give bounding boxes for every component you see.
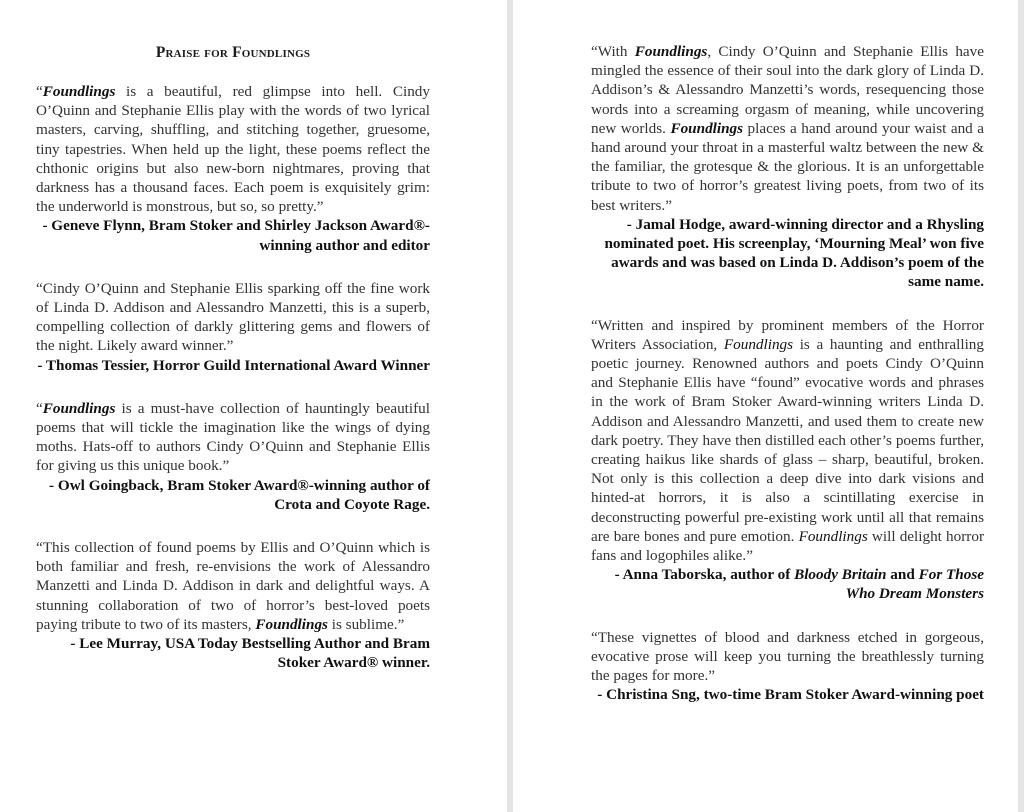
right-column	[591, 42, 984, 729]
blurb-quote: “Cindy O’Quinn and Stephanie Ellis sparking off the fine work of Linda D. Addison and Alessandro Manzetti, this is a superb, compelling collection of darkly glittering gems and flowers of the night. Likely award winner.”	[36, 279, 430, 355]
quote-text: will delight horror fans and logophiles alike.”	[591, 527, 985, 565]
book-title: Foundlings	[723, 335, 794, 353]
attribution-text: - Anna Taborska, author of	[614, 566, 795, 584]
quote-text: “With	[591, 43, 635, 60]
book-title: Foundlings	[42, 399, 116, 417]
page-title: Praise for Foundlings	[155, 44, 311, 61]
blurb-attribution: - Geneve Flynn, Bram Stoker and Shirley Jackson Award®-winning author and editor	[42, 217, 430, 254]
quote-text: , Cindy O’Quinn and Stephanie Ellis have mingled the essence of their soul into the dark glory of Linda D. Addison’s & Alessandro Manzetti’s words, resequencing those words into a screaming orgasm of meaning, while uncovering new worlds.	[591, 43, 984, 137]
book-title: Foundlings	[42, 83, 116, 100]
book-title: Foundlings	[670, 119, 744, 137]
book-title: Foundlings	[255, 615, 328, 633]
attribution-text: and	[886, 566, 919, 584]
quote-text: is a must-have collection of hauntingly beautiful poems that will tickle the imagination like the wings of dying moths. Hats-off to authors Cindy O’Quinn and Stephanie Ellis for giving us this unique book.”	[36, 399, 430, 475]
blurb-attribution	[591, 565, 984, 603]
quote-text: “This collection of found poems by Ellis and O’Quinn which is both familiar and fresh, re-envisions the work of Alessandro Manzetti and Linda D. Addison in dark and delightful ways. A stunning collaboration of two of horror’s best-loved poets paying tribute to two of its masters,	[36, 539, 430, 633]
blurb-thomas-tessier	[36, 279, 430, 375]
quote-text: “Written and inspired by prominent members of the Horror Writers Association,	[591, 316, 984, 353]
blurb-anna-taborska	[591, 316, 984, 604]
blurb-owl-goingback	[36, 399, 430, 514]
quote-text: is sublime.”	[327, 615, 405, 633]
quote-mark: “	[36, 83, 43, 100]
right-page	[513, 0, 1018, 812]
blurb-quote	[591, 42, 984, 215]
blurb-christina-sng	[591, 628, 984, 705]
blurb-lee-murray	[36, 538, 430, 672]
quote-text: is a haunting and enthralling poetic journey. Renowned authors and poets Cindy O’Quinn and Stephanie Ellis have “found” evocative words and phrases in the work of Bram Stoker Award-winning writers Linda D. Addison and Alessandro Manzetti, and used them to create new dark poetry. They have then distilled each other’s poems further, creating haikus like shards of glass – sharp, beautiful, broken. Not only is this collection a deep dive into dark visions and hinted-at horrors, it is also a scintillating exercise in deconstructing powerful pre-existing work until all that remains are bare bones and pure emotion.	[591, 335, 984, 545]
blurb-attribution: - Lee Murray, USA Today Bestselling Author and Bram Stoker Award® winner.	[70, 635, 430, 672]
blurb-attribution: - Jamal Hodge, award-winning director and a Rhysling nominated poet. His screenplay, ‘Mourning Meal’ won five awards and was based on Linda D. Addison’s poem of the same name.	[604, 215, 984, 291]
blurb-quote	[36, 538, 430, 634]
blurb-quote	[36, 82, 430, 216]
book-title: Foundlings	[634, 43, 708, 60]
blurb-attribution: - Owl Goingback, Bram Stoker Award®-winning author of Crota and Coyote Rage.	[49, 476, 430, 513]
quote-mark: “	[36, 399, 43, 417]
blurb-jamal-hodge	[591, 42, 984, 292]
blurb-quote	[591, 316, 984, 566]
blurb-quote	[36, 399, 430, 476]
book-title: Foundlings	[798, 527, 868, 545]
left-page	[0, 0, 507, 812]
left-column	[36, 82, 430, 696]
page-edge	[1018, 0, 1024, 812]
blurb-attribution: - Thomas Tessier, Horror Guild International Award Winner	[37, 356, 430, 374]
blurb-quote: “These vignettes of blood and darkness etched in gorgeous, evocative prose will keep you turning the breathlessly turning the pages for more.”	[591, 628, 984, 685]
quote-text: is a beautiful, red glimpse into hell. Cindy O’Quinn and Stephanie Ellis play with the words of two lyrical masters, carving, shuffling, and stitching together, gruesome, tiny tapestries. When held up the light, these poems reflect the chthonic origins but also new-born nightmares, proving that darkness has a thousand faces. Each poem is exquisitely grim: the underworld is monstrous, but so, so pretty.”	[36, 83, 430, 216]
book-title: For Those Who Dream Monsters	[845, 566, 984, 603]
blurb-attribution: - Christina Sng, two-time Bram Stoker Award-winning poet	[597, 686, 984, 704]
book-title: Bloody Britain	[794, 566, 887, 584]
quote-text: places a hand around your waist and a hand around your throat in a masterful waltz between the new & the familiar, the grotesque & the glorious. It is an unforgettable tribute to two of horror’s greatest living poets, from two of its best writers.”	[591, 119, 984, 214]
blurb-geneve-flynn	[36, 82, 430, 255]
